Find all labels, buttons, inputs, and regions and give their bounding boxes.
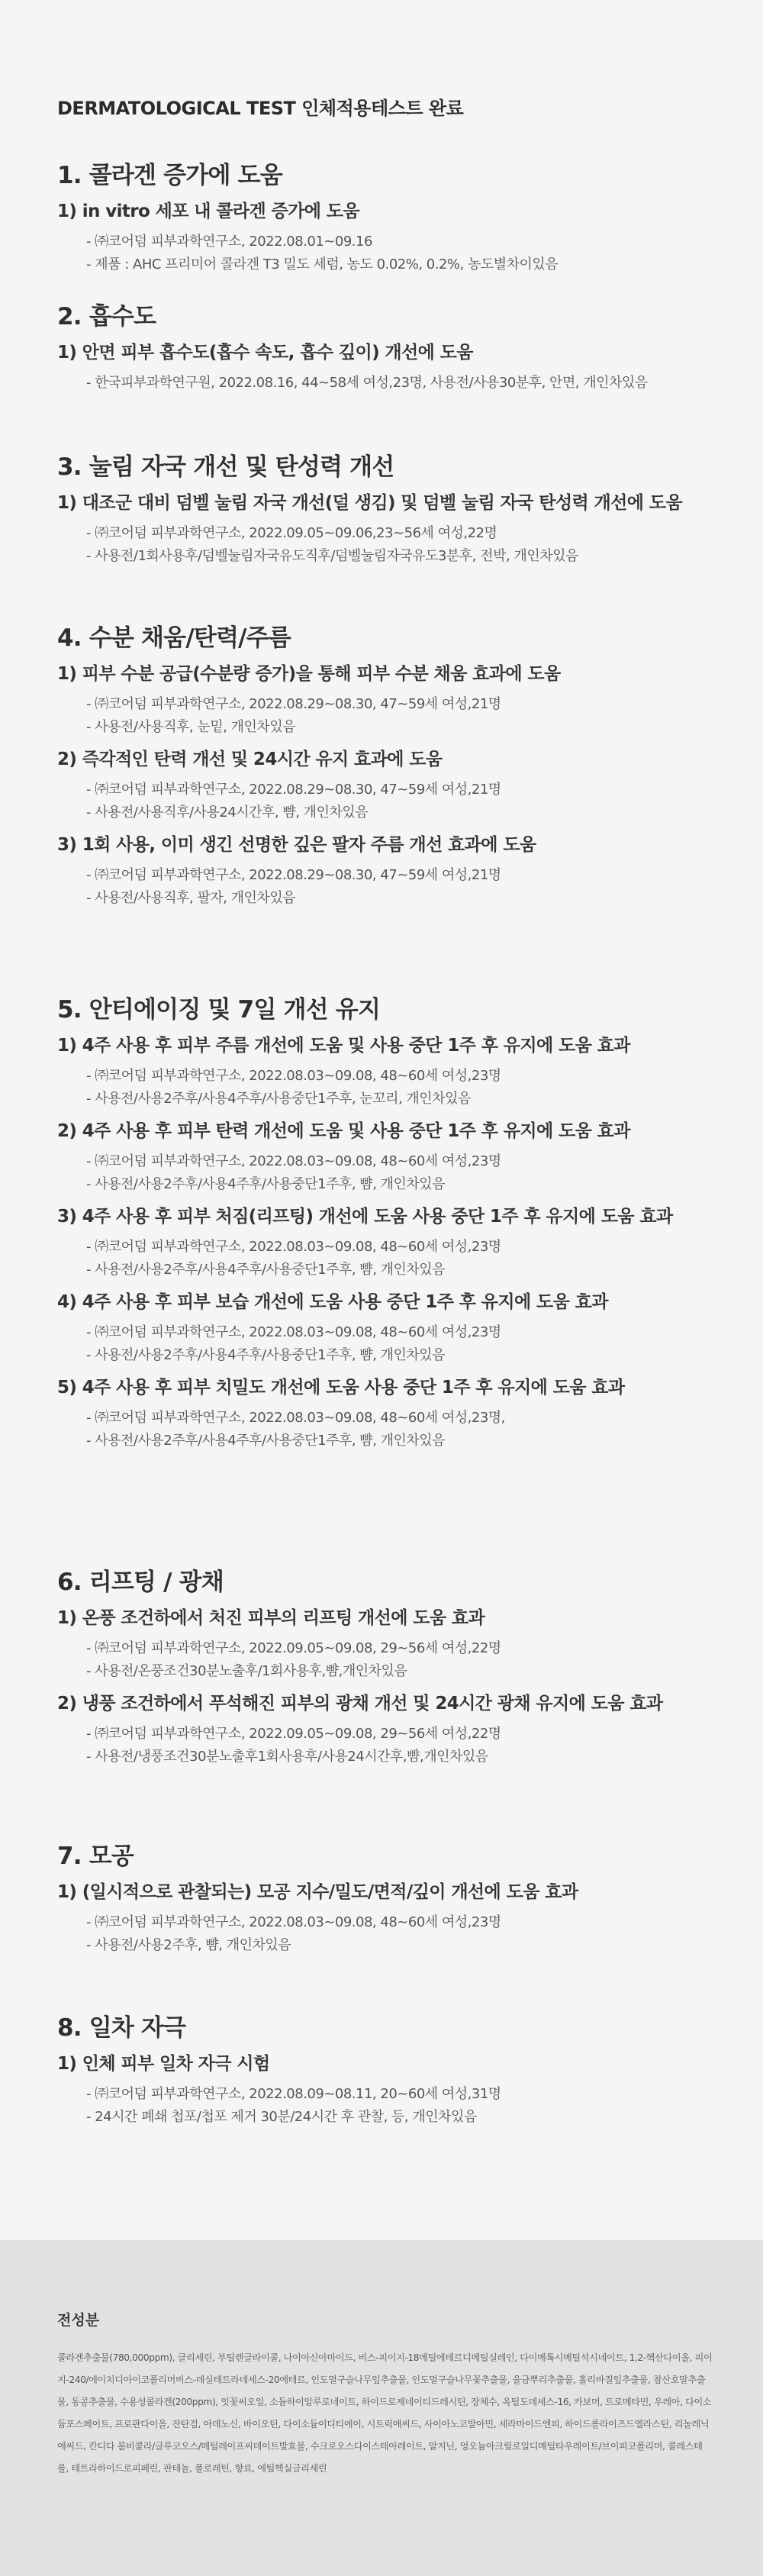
test-item-details [86,1723,729,1768]
test-detail-line: - 사용전/사용직후/사용24시간후, 뺨, 개인차있음 [86,804,369,821]
test-detail-line: - ㈜코어덤 피부과학연구소, 2022.08.03~09.08, 48~60세 여성,23명 [86,1324,501,1340]
test-item [57,198,729,276]
section-anti-aging [57,995,729,1452]
test-item-details [86,1407,729,1452]
section-title: 2. 흡수도 [57,303,156,330]
test-item-details [86,522,729,568]
section-pores [57,1841,729,1957]
test-detail-line: - ㈜코어덤 피부과학연구소, 2022.08.03~09.08, 48~60세 여성,23명 [86,1914,501,1930]
test-item-title: 1) 4주 사용 후 피부 주름 개선에 도움 및 사용 중단 1주 후 유지에 도움 효과 [57,1036,630,1056]
page-title: DERMATOLOGICAL TEST 인체적용테스트 완료 [57,98,464,119]
test-item [57,832,729,910]
test-detail-line: - 사용전/사용2주후/사용4주후/사용중단1주후, 뺨, 개인차있음 [86,1262,446,1278]
test-detail-line: - ㈜코어덤 피부과학연구소, 2022.08.01~09.16 [86,234,372,250]
test-item [57,1033,729,1111]
test-item-details [86,1321,729,1367]
section-collagen [57,160,729,276]
test-item-details [86,231,729,276]
test-item-title: 2) 즉각적인 탄력 개선 및 24시간 유지 효과에 도움 [57,750,443,769]
test-item-details [86,1637,729,1683]
test-detail-line: - ㈜코어덤 피부과학연구소, 2022.08.03~09.08, 48~60세 여성,23명 [86,1153,501,1169]
section-title: 3. 눌림 자국 개선 및 탄성력 개선 [57,453,394,481]
section-absorption [57,301,729,395]
test-item [57,1118,729,1196]
section-pressure-marks [57,452,729,568]
test-item-title: 1) 피부 수분 공급(수분량 증가)을 통해 피부 수분 채움 효과에 도움 [57,664,561,684]
test-item-title: 1) 대조군 대비 덤벨 눌림 자국 개선(덜 생김) 및 덤벨 눌림 자국 탄성력 개선에 도움 [57,493,682,513]
test-detail-line: - 사용전/사용직후, 눈밑, 개인차있음 [86,719,296,735]
test-detail-line: - ㈜코어덤 피부과학연구소, 2022.08.29~08.30, 47~59세 여성,21명 [86,867,501,883]
test-detail-line: - 24시간 폐쇄 첩포/첩포 제거 30분/24시간 후 관찰, 등, 개인차있음 [86,2109,477,2125]
section-title: 1. 콜라겐 증가에 도움 [57,162,282,189]
test-detail-line: - ㈜코어덤 피부과학연구소, 2022.08.29~08.30, 47~59세 여성,21명 [86,696,501,712]
test-detail-line: - 사용전/사용2주후/사용4주후/사용중단1주후, 눈꼬리, 개인차있음 [86,1091,471,1107]
test-detail-line: - 한국피부과학연구원, 2022.08.16, 44~58세 여성,23명, 사용전/사용30분후, 안면, 개인차있음 [86,375,648,391]
section-lifting-radiance [57,1567,729,1768]
test-detail-line: - ㈜코어덤 피부과학연구소, 2022.09.05~09.08, 29~56세 여성,22명 [86,1640,501,1656]
ingredients-panel [0,2240,763,2576]
test-detail-line: - 사용전/사용직후, 팔자, 개인차있음 [86,890,296,906]
test-item-title: 2) 냉풍 조건하에서 푸석해진 피부의 광채 개선 및 24시간 광채 유지에 도움 효과 [57,1694,663,1714]
test-item-title: 1) in vitro 세포 내 콜라겐 증가에 도움 [57,202,360,221]
test-detail-line: - 제품 : AHC 프리미어 콜라겐 T3 밀도 세럼, 농도 0.02%, 0.2%, 농도별차이있음 [86,256,559,272]
test-item-details [86,1065,729,1111]
test-detail-line: - ㈜코어덤 피부과학연구소, 2022.08.03~09.08, 48~60세 여성,23명 [86,1239,501,1255]
test-item-title: 1) 안면 피부 흡수도(흡수 속도, 흡수 깊이) 개선에 도움 [57,343,473,363]
test-detail-line: - ㈜코어덤 피부과학연구소, 2022.09.05~09.06,23~56세 여성,22명 [86,525,497,541]
test-item-title: 1) 인체 피부 일차 자극 시험 [57,2054,270,2074]
test-item [57,661,729,739]
ingredients-title: 전성분 [57,2312,100,2329]
test-item [57,340,729,395]
test-detail-line: - ㈜코어덤 피부과학연구소, 2022.08.03~09.08, 48~60세 여성,23명, [86,1410,505,1426]
test-item-title: 1) (일시적으로 관찰되는) 모공 지수/밀도/면적/깊이 개선에 도움 효과 [57,1882,578,1902]
test-item [57,2051,729,2129]
test-item [57,1691,729,1768]
test-item [57,490,729,568]
test-item [57,1204,729,1282]
section-title: 5. 안티에이징 및 7일 개선 유지 [57,996,381,1024]
test-detail-line: - 사용전/1회사용후/덤벨눌림자국유도직후/덤벨눌림자국유도3분후, 전박, 개인차있음 [86,548,578,564]
test-detail-line: - 사용전/사용2주후/사용4주후/사용중단1주후, 뺨, 개인차있음 [86,1433,446,1449]
test-item-details [86,2083,729,2129]
test-item-title: 1) 온풍 조건하에서 처진 피부의 리프팅 개선에 도움 효과 [57,1608,485,1628]
section-primary-irritation [57,2013,729,2129]
test-item-title: 3) 1회 사용, 이미 생긴 선명한 깊은 팔자 주름 개선 효과에 도움 [57,835,536,855]
test-item-details [86,864,729,910]
test-detail-line: - 사용전/온풍조건30분노출후/1회사용후,뺨,개인차있음 [86,1663,407,1679]
section-title: 7. 모공 [57,1843,134,1870]
ingredients-text: 콜라겐추출물(780,000ppm), 글리세린, 부틸렌글라이콜, 나이아신아마이드, 비스-피이지-18메틸에테르디메틸실레인, 다이메톡시메틸석시네이트, 1,2-헥산다이올, 피이지-240/에이치디아이코폴리머비스-데실테트라데세스-20에테르, 인도멀구슬나무잎추출물, 인도멀구슬나무꽃추출물, 울금뿌리추출물, 홀리바질잎추출물, 참산호말추출물, 동콩추출물, 수용성콜라겐(200ppm), 잇꽃씨오일, 소듐하이알루로네이트, 하이드로제네이티드레시틴, 장체수, 옥틸도데세스-16, 카보머, 트로메타민, 우레아, 다이소듐포스페이트, 프로판다이올, 잔탄검, 아데노신, 바이오틴, 다이소듐이디티에이, 시트릭애씨드, 사이아노코발아민, 세라마이드엔피, 하이드롤라이즈드엘라스틴, 리놀레닉애씨드, 칸디다 봄비콜라/글루코오스/메틸레이프씨데이트발효물, 수크로오스다이스테아레이트, 알지닌, 엉오늄아크릴로일디메틸타우레이트/브이피코폴리머, 콜레스테롤, 테트라하이드로피페린, 판테놀, 폴로레틴, 향료, 에틸헥실글리세린 [57,2352,713,2474]
test-item-details [86,1150,729,1196]
test-detail-line: - ㈜코어덤 피부과학연구소, 2022.08.09~08.11, 20~60세 여성,31명 [86,2086,501,2102]
section-title: 6. 리프팅 / 광채 [57,1568,224,1596]
test-item [57,1879,729,1957]
test-item [57,1375,729,1452]
test-item [57,1289,729,1367]
test-detail-line: - ㈜코어덤 피부과학연구소, 2022.08.29~08.30, 47~59세 여성,21명 [86,782,501,798]
test-detail-line: - 사용전/사용2주후, 뺨, 개인차있음 [86,1937,291,1953]
test-detail-line: - 사용전/냉풍조건30분노출후1회사용후/사용24시간후,뺨,개인차있음 [86,1749,488,1765]
test-item-details [86,372,729,395]
test-item-details [86,779,729,824]
test-item-details [86,1911,729,1957]
section-moisture-elasticity-wrinkle [57,623,729,910]
test-item-details [86,693,729,739]
test-item-title: 2) 4주 사용 후 피부 탄력 개선에 도움 및 사용 중단 1주 후 유지에 도움 효과 [57,1121,630,1141]
section-title: 4. 수분 채움/탄력/주름 [57,624,291,652]
test-item [57,1605,729,1683]
test-detail-line: - 사용전/사용2주후/사용4주후/사용중단1주후, 뺨, 개인차있음 [86,1176,446,1192]
test-item-details [86,1236,729,1282]
test-item [57,746,729,824]
section-title: 8. 일차 자극 [57,2014,186,2042]
test-item-title: 4) 4주 사용 후 피부 보습 개선에 도움 사용 중단 1주 후 유지에 도움 효과 [57,1292,608,1312]
test-item-title: 3) 4주 사용 후 피부 처짐(리프팅) 개선에 도움 사용 중단 1주 후 유지에 도움 효과 [57,1207,673,1227]
test-detail-line: - ㈜코어덤 피부과학연구소, 2022.09.05~09.08, 29~56세 여성,22명 [86,1726,501,1742]
test-detail-line: - ㈜코어덤 피부과학연구소, 2022.08.03~09.08, 48~60세 여성,23명 [86,1068,501,1084]
test-detail-line: - 사용전/사용2주후/사용4주후/사용중단1주후, 뺨, 개인차있음 [86,1347,446,1363]
test-item-title: 5) 4주 사용 후 피부 치밀도 개선에 도움 사용 중단 1주 후 유지에 도움 효과 [57,1378,625,1398]
